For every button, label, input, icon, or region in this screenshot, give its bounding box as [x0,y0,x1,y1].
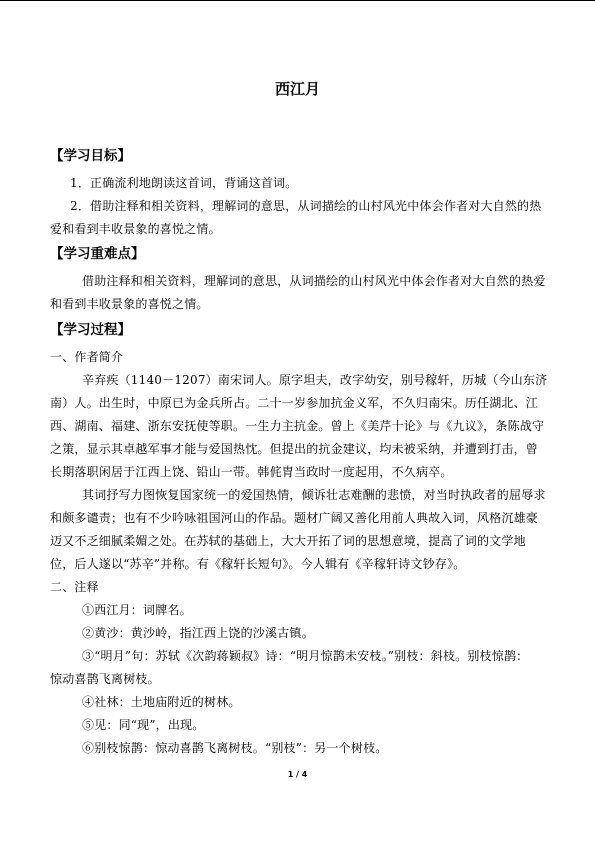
key-points-text: 借助注释和相关资料，理解词的意思，从词描绘的山村风光中体会作者对大自然的热爱 [82,274,546,288]
author-subheading: 一、作者简介 [50,350,124,364]
goal-item: 2．借助注释和相关资料，理解词的意思，从词描绘的山村风光中体会作者对大自然的热 [70,199,542,213]
author-paragraph-line: 西、湖南、福建、浙东安抚使等职。一生力主抗金。曾上《美芹十论》与《九议》，条陈战守 [50,419,545,433]
key-points-text: 和看到丰收景象的喜悦之情。 [50,297,209,311]
key-points-heading: 【学习重难点】 [50,246,145,262]
author-paragraph-line: 长期落职闲居于江西上饶、铅山一带。韩侂胄当政时一度起用，不久病卒。 [50,465,453,479]
note-item: ⑥别枝惊鹊：惊动喜鹊飞离树枝。“别枝”：另一个树枝。 [82,741,388,755]
page-number: 1 / 4 [287,770,308,779]
author-paragraph-line: 迈又不乏细腻柔媚之处。在苏轼的基础上，大大开拓了词的思想意境，提高了词的文学地 [50,534,526,548]
goal-item-continued: 爱和看到丰收景象的喜悦之情。 [50,222,221,236]
note-item-continued: 惊动喜鹊飞离树枝。 [50,672,160,686]
author-paragraph-line: 辛弃疾（1140－1207）南宋词人。原字坦夫，改字幼安，别号稼轩，历城（今山东济 [82,373,548,387]
note-item: ④社林：土地庙附近的树林。 [82,695,241,709]
goal-item: 1．正确流利地朗读这首词，背诵这首词。 [70,176,298,190]
note-item: ②黄沙：黄沙岭，指江西上饶的沙溪古镇。 [82,626,314,640]
note-item: ①西江月：词牌名。 [82,603,192,617]
author-paragraph-line: 之策，显示其卓越军事才能与爱国热忱。但提出的抗金建议，均未被采纳，并遭到打击，曾 [50,442,539,456]
note-item: ③“明月”句：苏轼《次韵蒋颖叔》诗：“明月惊鹊未安枝。”别枝：斜枝。别枝惊鹊： [82,649,529,663]
author-paragraph-line: 位，后人遂以“苏辛”并称。有《稼轩长短句》。今人辑有《辛稼轩诗文钞存》。 [50,557,466,571]
goals-heading: 【学习目标】 [50,148,131,164]
process-heading: 【学习过程】 [50,322,131,338]
page-title: 西江月 [274,80,320,98]
note-item: ⑤见：同“现”，出现。 [82,718,205,732]
author-paragraph-line: 其词抒写力图恢复国家统一的爱国热情，倾诉壮志难酬的悲愤，对当时执政者的屈辱求 [82,488,546,502]
notes-subheading: 二、注释 [50,580,99,594]
author-paragraph-line: 南）人。出生时，中原已为金兵所占。二十一岁参加抗金义军，不久归南宋。历任湖北、江 [50,396,539,410]
author-paragraph-line: 和颇多谴责；也有不少吟咏祖国河山的作品。题材广阔又善化用前人典故入词，风格沉雄豪 [50,511,539,525]
header-rule [0,0,595,1]
